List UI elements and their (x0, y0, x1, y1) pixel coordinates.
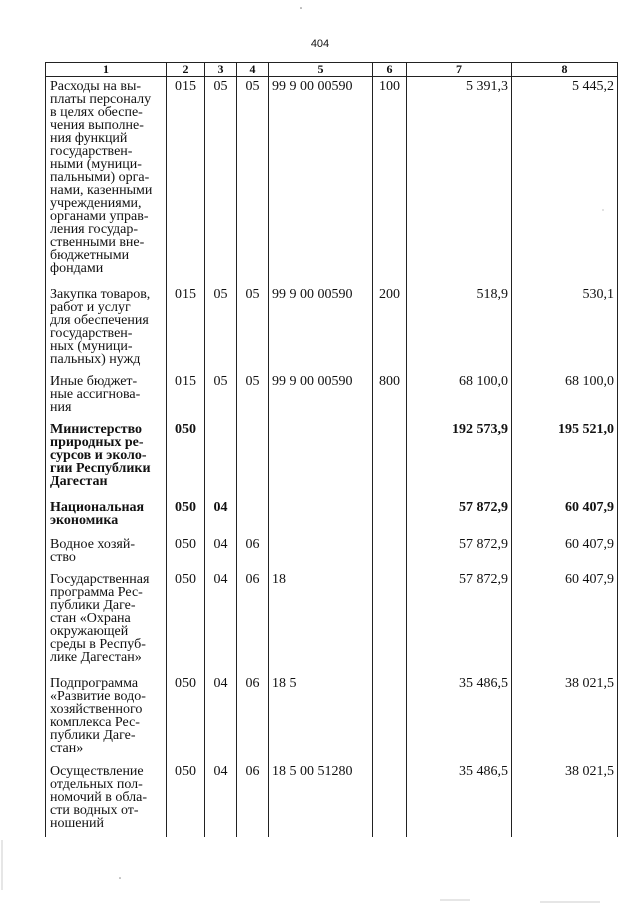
code-target-item-cell: 99 9 00 00590 (269, 375, 373, 423)
code-section-cell: 04 (205, 573, 237, 677)
code-expense-type-cell (373, 423, 407, 501)
code-expense-type-cell: 800 (373, 375, 407, 423)
row-name-cell: Водное хозяй- ство (46, 538, 167, 573)
table-row (46, 288, 618, 375)
code-subsection-cell: 06 (237, 677, 269, 765)
code-section-cell: 04 (205, 677, 237, 765)
code-expense-type-cell: 200 (373, 288, 407, 375)
amount-col8-cell: 38 021,5 (512, 677, 618, 765)
amount-col7-cell: 35 486,5 (407, 677, 512, 765)
amount-col7-cell: 57 872,9 (407, 501, 512, 538)
code-target-item-cell: 18 5 (269, 677, 373, 765)
code-ministry-cell: 015 (167, 375, 205, 423)
code-subsection-cell: 05 (237, 375, 269, 423)
code-target-item-cell (269, 538, 373, 573)
code-target-item-cell: 18 (269, 573, 373, 677)
amount-col8-cell: 38 021,5 (512, 765, 618, 837)
column-header-2: 2 (167, 63, 205, 77)
code-ministry-cell: 015 (167, 77, 205, 289)
code-ministry-cell: 050 (167, 765, 205, 837)
table-row (46, 375, 618, 423)
row-name-cell: Национальная экономика (46, 501, 167, 538)
column-header-5: 5 (269, 63, 373, 77)
code-subsection-cell: 05 (237, 77, 269, 289)
column-header-1: 1 (46, 63, 167, 77)
code-section-cell: 05 (205, 375, 237, 423)
code-expense-type-cell (373, 765, 407, 837)
page-number: 404 (310, 38, 330, 50)
code-target-item-cell (269, 501, 373, 538)
code-subsection-cell: 05 (237, 288, 269, 375)
code-ministry-cell: 050 (167, 423, 205, 501)
amount-col8-cell: 530,1 (512, 288, 618, 375)
column-header-7: 7 (407, 63, 512, 77)
code-target-item-cell: 99 9 00 00590 (269, 77, 373, 289)
column-header-4: 4 (237, 63, 269, 77)
table-row (46, 501, 618, 538)
amount-col8-cell: 195 521,0 (512, 423, 618, 501)
table-row (46, 423, 618, 501)
code-target-item-cell (269, 423, 373, 501)
amount-col7-cell: 57 872,9 (407, 538, 512, 573)
code-section-cell (205, 423, 237, 501)
header-row (46, 63, 618, 77)
code-subsection-cell: 06 (237, 765, 269, 837)
row-name-cell: Государственная программа Рес- публики Даге- стан «Охрана окружающей среды в Респуб- лике Дагестан» (46, 573, 167, 677)
code-target-item-cell: 99 9 00 00590 (269, 288, 373, 375)
code-ministry-cell: 050 (167, 538, 205, 573)
code-section-cell: 04 (205, 501, 237, 538)
code-target-item-cell: 18 5 00 51280 (269, 765, 373, 837)
row-name-cell: Иные бюджет- ные ассигнова- ния (46, 375, 167, 423)
amount-col8-cell: 5 445,2 (512, 77, 618, 289)
code-ministry-cell: 050 (167, 501, 205, 538)
row-name-cell: Подпрограмма «Развитие водо- хозяйственного комплекса Рес- публики Даге- стан» (46, 677, 167, 765)
amount-col8-cell: 60 407,9 (512, 538, 618, 573)
row-name-cell: Расходы на вы- платы персоналу в целях обеспе- чения выполне- ния функций государствен- ными (муници- пальными) орга- нами, казенными учреждениями, органами управ- ления государ- ственными вне- бюджетными фондами (46, 77, 167, 289)
code-section-cell: 05 (205, 77, 237, 289)
code-section-cell: 04 (205, 765, 237, 837)
table-row (46, 573, 618, 677)
row-name-cell: Министерство природных ре- сурсов и эколо- гии Республики Дагестан (46, 423, 167, 501)
amount-col7-cell: 35 486,5 (407, 765, 512, 837)
code-ministry-cell: 050 (167, 573, 205, 677)
amount-col8-cell: 60 407,9 (512, 573, 618, 677)
column-header-3: 3 (205, 63, 237, 77)
code-ministry-cell: 050 (167, 677, 205, 765)
code-ministry-cell: 015 (167, 288, 205, 375)
amount-col7-cell: 5 391,3 (407, 77, 512, 289)
amount-col7-cell: 192 573,9 (407, 423, 512, 501)
code-section-cell: 04 (205, 538, 237, 573)
code-section-cell: 05 (205, 288, 237, 375)
code-expense-type-cell (373, 573, 407, 677)
code-expense-type-cell (373, 677, 407, 765)
amount-col7-cell: 518,9 (407, 288, 512, 375)
column-header-6: 6 (373, 63, 407, 77)
code-subsection-cell: 06 (237, 573, 269, 677)
amount-col7-cell: 68 100,0 (407, 375, 512, 423)
code-subsection-cell: 06 (237, 538, 269, 573)
code-expense-type-cell: 100 (373, 77, 407, 289)
table-row (46, 538, 618, 573)
row-name-cell: Закупка товаров, работ и услуг для обеспечения государствен- ных (муници- пальных) нужд (46, 288, 167, 375)
row-name-cell: Осуществление отдельных пол- номочий в обла- сти водных от- ношений (46, 765, 167, 837)
budget-table (45, 62, 618, 837)
column-header-8: 8 (512, 63, 618, 77)
code-expense-type-cell (373, 538, 407, 573)
table-row (46, 765, 618, 837)
code-subsection-cell (237, 423, 269, 501)
amount-col7-cell: 57 872,9 (407, 573, 512, 677)
code-expense-type-cell (373, 501, 407, 538)
table-row (46, 677, 618, 765)
amount-col8-cell: 60 407,9 (512, 501, 618, 538)
amount-col8-cell: 68 100,0 (512, 375, 618, 423)
code-subsection-cell (237, 501, 269, 538)
table-row (46, 77, 618, 289)
